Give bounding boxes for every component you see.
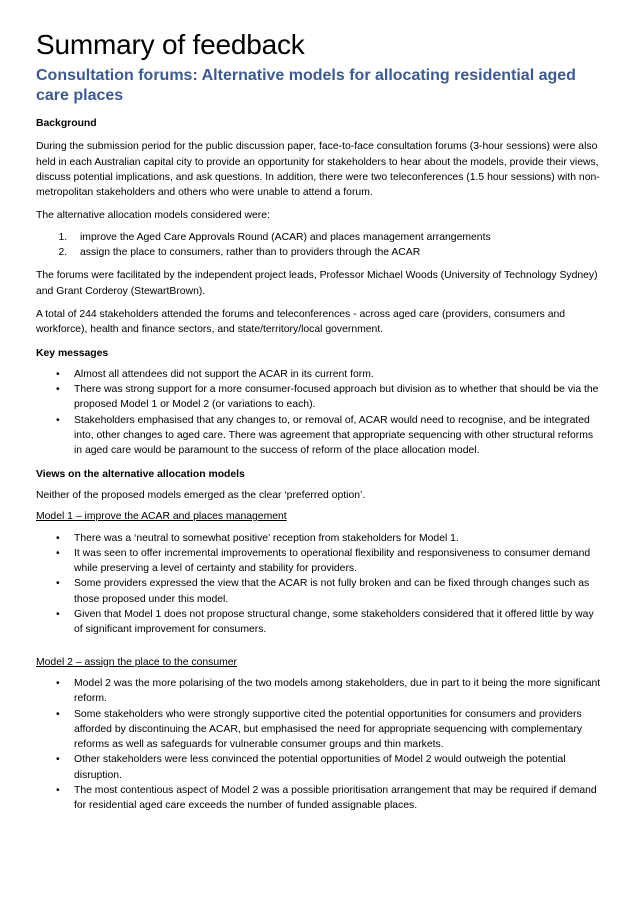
views-intro: Neither of the proposed models emerged as the clear ‘preferred option’. — [36, 489, 366, 501]
models-list — [36, 230, 601, 261]
background-paragraph-2: The alternative allocation models considered were: — [36, 210, 270, 222]
list-item: • Model 2 was the more polarising of the two models among stakeholders, due in part to it being the more significant reform. — [74, 676, 601, 707]
views-heading: Views on the alternative allocation models — [36, 468, 245, 480]
list-item: 2. assign the place to consumers, rather than to providers through the ACAR — [70, 245, 601, 260]
background-paragraph-4: A total of 244 stakeholders attended the forums and teleconferences - across aged care (providers, consumers and workforce), health and finance sectors, and state/territory/local government. — [36, 308, 566, 336]
list-item: • The most contentious aspect of Model 2 was a possible prioritisation arrangement that may be required if demand for residential aged care exceeds the number of funded assignable places. — [74, 783, 601, 814]
key-messages-list — [36, 367, 601, 459]
page-subtitle: Consultation forums: Alternative models for allocating residential aged care places — [36, 67, 576, 104]
list-item: • There was a ‘neutral to somewhat positive’ reception from stakeholders for Model 1. — [74, 531, 601, 546]
list-item: • There was strong support for a more consumer-focused approach but division as to whether that should be via the proposed Model 1 or Model 2 (or variations to each). — [74, 382, 601, 413]
key-messages-heading: Key messages — [36, 347, 109, 359]
model-1-list — [36, 531, 601, 638]
background-paragraph-1: During the submission period for the public discussion paper, face-to-face consultation forums (3-hour sessions) were also held in each Australian capital city to provide an opportunity for stakeholders to hear about the models, provide their views, discuss potential implications, and ask questions. In addition, there were two teleconferences (1.5 hour sessions) with non-metropolitan stakeholders and others who were unable to attend a forum. — [36, 141, 600, 199]
model-1-heading: Model 1 – improve the ACAR and places management — [36, 511, 287, 523]
list-item: • Given that Model 1 does not propose structural change, some stakeholders considered that it offered little by way of significant improvement for consumers. — [74, 607, 601, 638]
list-item: • Stakeholders emphasised that any changes to, or removal of, ACAR would need to recognise, and be integrated into, other changes to aged care. There was agreement that appropriate sequencing with other structural reforms in aged care would be paramount to the success of reform of the place allocation model. — [74, 413, 601, 459]
list-item: • Some providers expressed the view that the ACAR is not fully broken and can be fixed through changes such as those proposed under this model. — [74, 576, 601, 607]
background-paragraph-3: The forums were facilitated by the independent project leads, Professor Michael Woods (University of Technology Sydney) and Grant Corderoy (StewartBrown). — [36, 270, 598, 297]
background-heading: Background — [36, 118, 97, 129]
list-item: • Some stakeholders who were strongly supportive cited the potential opportunities for consumers and providers afforded by discontinuing the ACAR, but emphasised the need for appropriate sequencing with complementary reforms as well as safeguards for vulnerable consumer groups and thin markets. — [74, 707, 601, 753]
list-item: 1. improve the Aged Care Approvals Round (ACAR) and places management arrangements — [70, 230, 601, 245]
list-item: • Other stakeholders were less convinced the potential opportunities of Model 2 would outweigh the potential disruption. — [74, 752, 601, 783]
document-body — [36, 116, 601, 814]
model-2-heading: Model 2 – assign the place to the consumer — [36, 656, 238, 668]
list-item: • Almost all attendees did not support the ACAR in its current form. — [74, 367, 601, 382]
page-title: Summary of feedback — [36, 29, 305, 60]
list-item: • It was seen to offer incremental improvements to operational flexibility and responsiveness to consumer demand while preserving a level of certainty and stability for providers. — [74, 546, 601, 577]
model-2-list — [36, 676, 601, 814]
